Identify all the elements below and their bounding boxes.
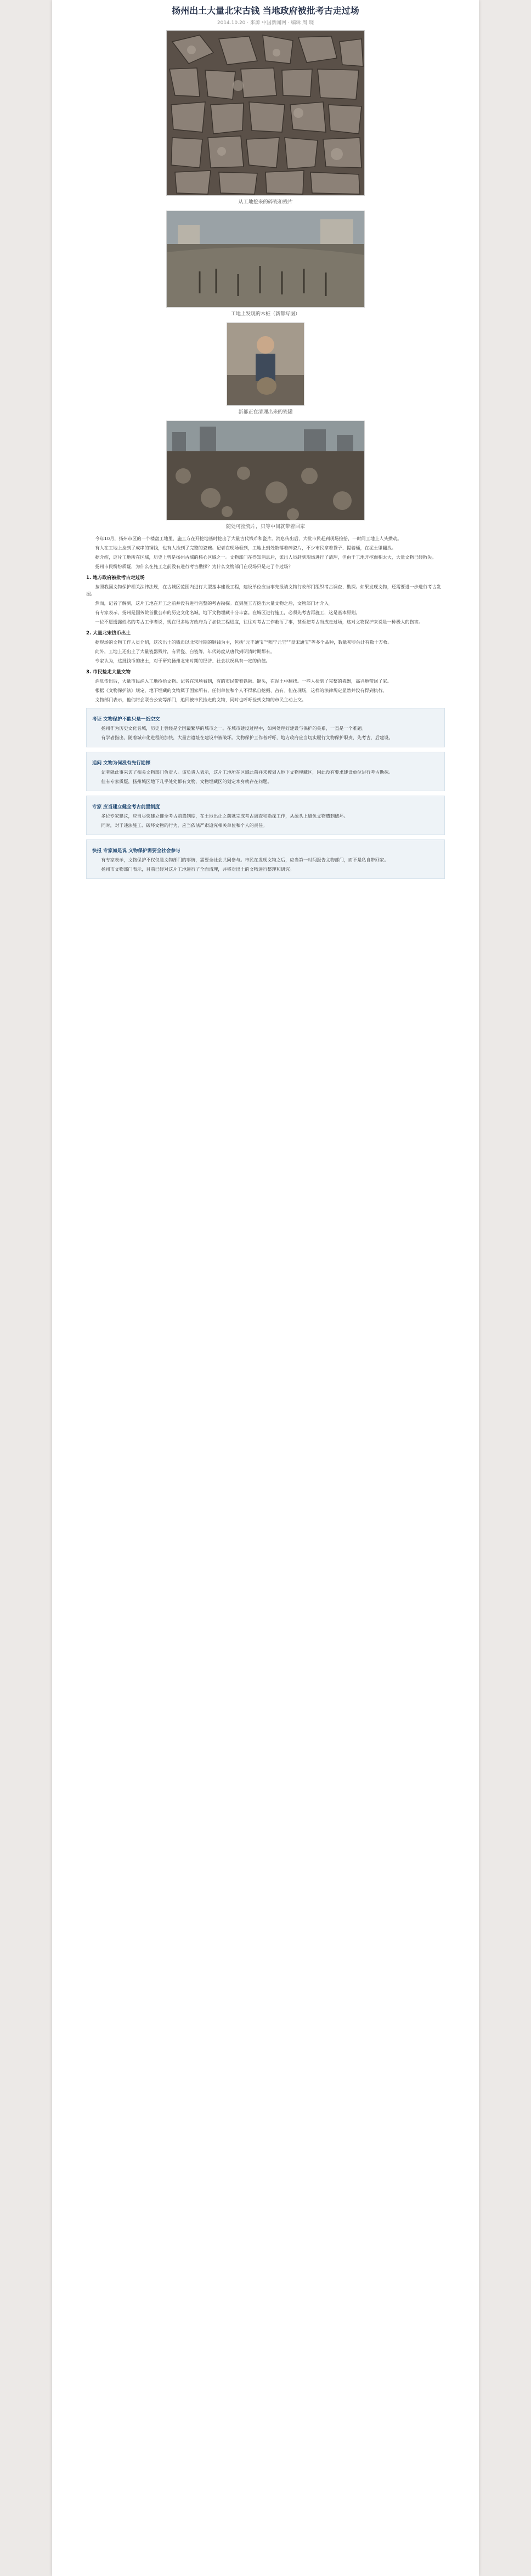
callout-heading: 考证 文物保护不能只是一纸空文 bbox=[92, 717, 160, 722]
pottery-shards-image bbox=[167, 31, 364, 195]
figure-caption-1: 从工地挖来的碎瓷和残片 bbox=[238, 200, 293, 205]
callout-box bbox=[86, 839, 445, 879]
section-paragraph: 消息传出后，大量市民涌入工地捡拾文物。记者在现场看到，有的市民带着铁锹、锄头，在泥土中翻找。一些人捡到了完整的瓷器，高兴地带回了家。 bbox=[95, 678, 392, 684]
article-body bbox=[52, 535, 479, 879]
intro-paragraph: 据介绍，这片工地所在区域，历史上曾是扬州古城的核心区域之一。文物部门在得知消息后，派出人员赶到现场进行了清理，但由于工地开挖面积太大，大量文物已经散失。 bbox=[95, 554, 437, 560]
construction-site-image bbox=[167, 211, 364, 307]
worker-jar-image bbox=[227, 323, 304, 405]
section-paragraph: 专家认为，这批钱币的出土，对于研究扬州北宋时期的经济、社会状况具有一定的价值。 bbox=[95, 658, 270, 663]
figure-caption-3: 新都正在清理出来的瓷罐 bbox=[238, 410, 293, 415]
callout-heading: 快报 专家如是说 文物保护需要全社会参与 bbox=[92, 848, 180, 854]
section-paragraph: 按照我国文物保护相关法律法规，在古城区范围内进行大型基本建设工程，建设单位应当事先报请文物行政部门组织考古调查、勘探。如果发现文物，还需要进一步进行考古发掘。 bbox=[86, 584, 441, 597]
callout-heading: 追问 文物为何没有先行勘探 bbox=[92, 761, 151, 766]
intro-paragraph: 今年10月，扬州市区的一个楼盘工地里，施工方在开挖地基时挖出了大量古代钱币和瓷片。消息传出后，大批市民赶到现场捡拾，一时间工地上人头攒动。 bbox=[95, 536, 402, 541]
callout-paragraph: 多位专家建议，应当尽快建立健全考古前置制度，在土地出让之前就完成考古调查和勘探工作，从源头上避免文物遭到破坏。 bbox=[101, 813, 348, 819]
photo-pottery-shards bbox=[166, 30, 365, 196]
callout-paragraph: 扬州作为历史文化名城，历史上曾经是全国最繁华的城市之一。在城市建设过程中，如何处理好建设与保护的关系，一直是一个难题。 bbox=[101, 725, 366, 731]
photo-worker-jar bbox=[227, 322, 304, 406]
callout-paragraph: 有专家表示，文物保护不仅仅是文物部门的事情，需要全社会共同参与。市民在发现文物之后，应当第一时间报告文物部门，而不是私自带回家。 bbox=[101, 857, 389, 863]
callout-paragraph: 有学者指出，随着城市化进程的加快，大量古遗址在建设中被破坏。文物保护工作者呼吁，地方政府应当切实履行文物保护职责，先考古，后建设。 bbox=[101, 735, 393, 740]
section-paragraph: 然而，记者了解到，这片工地在开工之前并没有进行完整的考古勘探。直到施工方挖出大量文物之后，文物部门才介入。 bbox=[95, 600, 334, 606]
section-paragraph: 据现场的文物工作人员介绍，这次出土的钱币以北宋时期的铜钱为主，包括“元丰通宝”“熙宁元宝”“皇宋通宝”等多个品种，数量初步估计有数十万枚。 bbox=[95, 639, 392, 645]
section-heading: 2. 大量北宋钱币出土 bbox=[86, 631, 131, 636]
callout-paragraph: 扬州市文物部门表示，目前已经对这片工地进行了全面清理，并将对出土的文物进行整理和研究。 bbox=[101, 866, 295, 872]
figure-caption-4: 随处可捡瓷片，只等中间就带着回家 bbox=[225, 524, 305, 530]
section-heading: 1. 地方政府被批考古走过场 bbox=[86, 575, 145, 581]
callout-paragraph: 但有专家质疑，扬州城区地下几乎处处都有文物，文物埋藏区的划定本身就存在问题。 bbox=[101, 779, 272, 784]
article-title: 扬州出土大量北宋古钱 当地政府被批考古走过场 bbox=[172, 5, 359, 16]
callout-paragraph: 同时，对于违法施工、破坏文物的行为，应当依法严肃追究相关单位和个人的责任。 bbox=[101, 822, 268, 828]
intro-paragraph: 有人在工地上捡到了成串的铜钱，也有人捡到了完整的瓷碗。记者在现场看到，工地上到处散落着碎瓷片，不少市民拿着袋子、提着桶，在泥土里翻找。 bbox=[95, 545, 396, 551]
photo-construction-site bbox=[166, 211, 365, 308]
section-paragraph: 有专家表示，扬州是国务院首批公布的历史文化名城，地下文物埋藏十分丰富。在城区进行施工，必须先考古再施工，这是基本原则。 bbox=[95, 610, 360, 615]
section-paragraph: 一位不愿透露姓名的考古工作者说，现在很多地方政府为了加快工程进度，往往对考古工作敷衍了事，甚至把考古当成走过场，这对文物保护来说是一种极大的伤害。 bbox=[95, 619, 423, 625]
figure-caption-2: 工地上发现的木桩（新都写图） bbox=[230, 311, 300, 317]
section-paragraph: 此外，工地上还出土了大量瓷器残片，有青瓷、白瓷等，年代跨度从唐代到明清时期都有。 bbox=[95, 649, 275, 654]
section-paragraph: 文物部门表示，他们将会联合公安等部门，追回被市民捡走的文物，同时也呼吁捡到文物的市民主动上交。 bbox=[95, 697, 307, 702]
callout-box bbox=[86, 752, 445, 791]
callout-heading: 专家 应当建立健全考古前置制度 bbox=[92, 804, 160, 810]
article-meta: 2014.10.20 · 来源 中国新闻网 · 编辑 周 晓 bbox=[217, 20, 314, 26]
intro-paragraph: 扬州市民纷纷质疑，为什么在施工之前没有进行考古勘探？为什么文物部门在现场只是走了个过场？ bbox=[95, 564, 293, 569]
article-page bbox=[52, 0, 479, 2576]
callout-paragraph: 记者就此事采访了相关文物部门负责人。该负责人表示，这片工地所在区域此前并未被划入地下文物埋藏区，因此没有要求建设单位进行考古勘探。 bbox=[101, 769, 393, 775]
callout-box bbox=[86, 796, 445, 835]
photo-rubble-field bbox=[166, 421, 365, 520]
section-paragraph: 根据《文物保护法》规定，地下埋藏的文物属于国家所有，任何单位和个人不得私自挖掘、占有。但在现场，这样的法律规定显然并没有得到执行。 bbox=[95, 688, 387, 693]
section-heading: 3. 市民捡走大量文物 bbox=[86, 669, 131, 675]
callout-box bbox=[86, 708, 445, 747]
rubble-field-image bbox=[167, 421, 364, 520]
